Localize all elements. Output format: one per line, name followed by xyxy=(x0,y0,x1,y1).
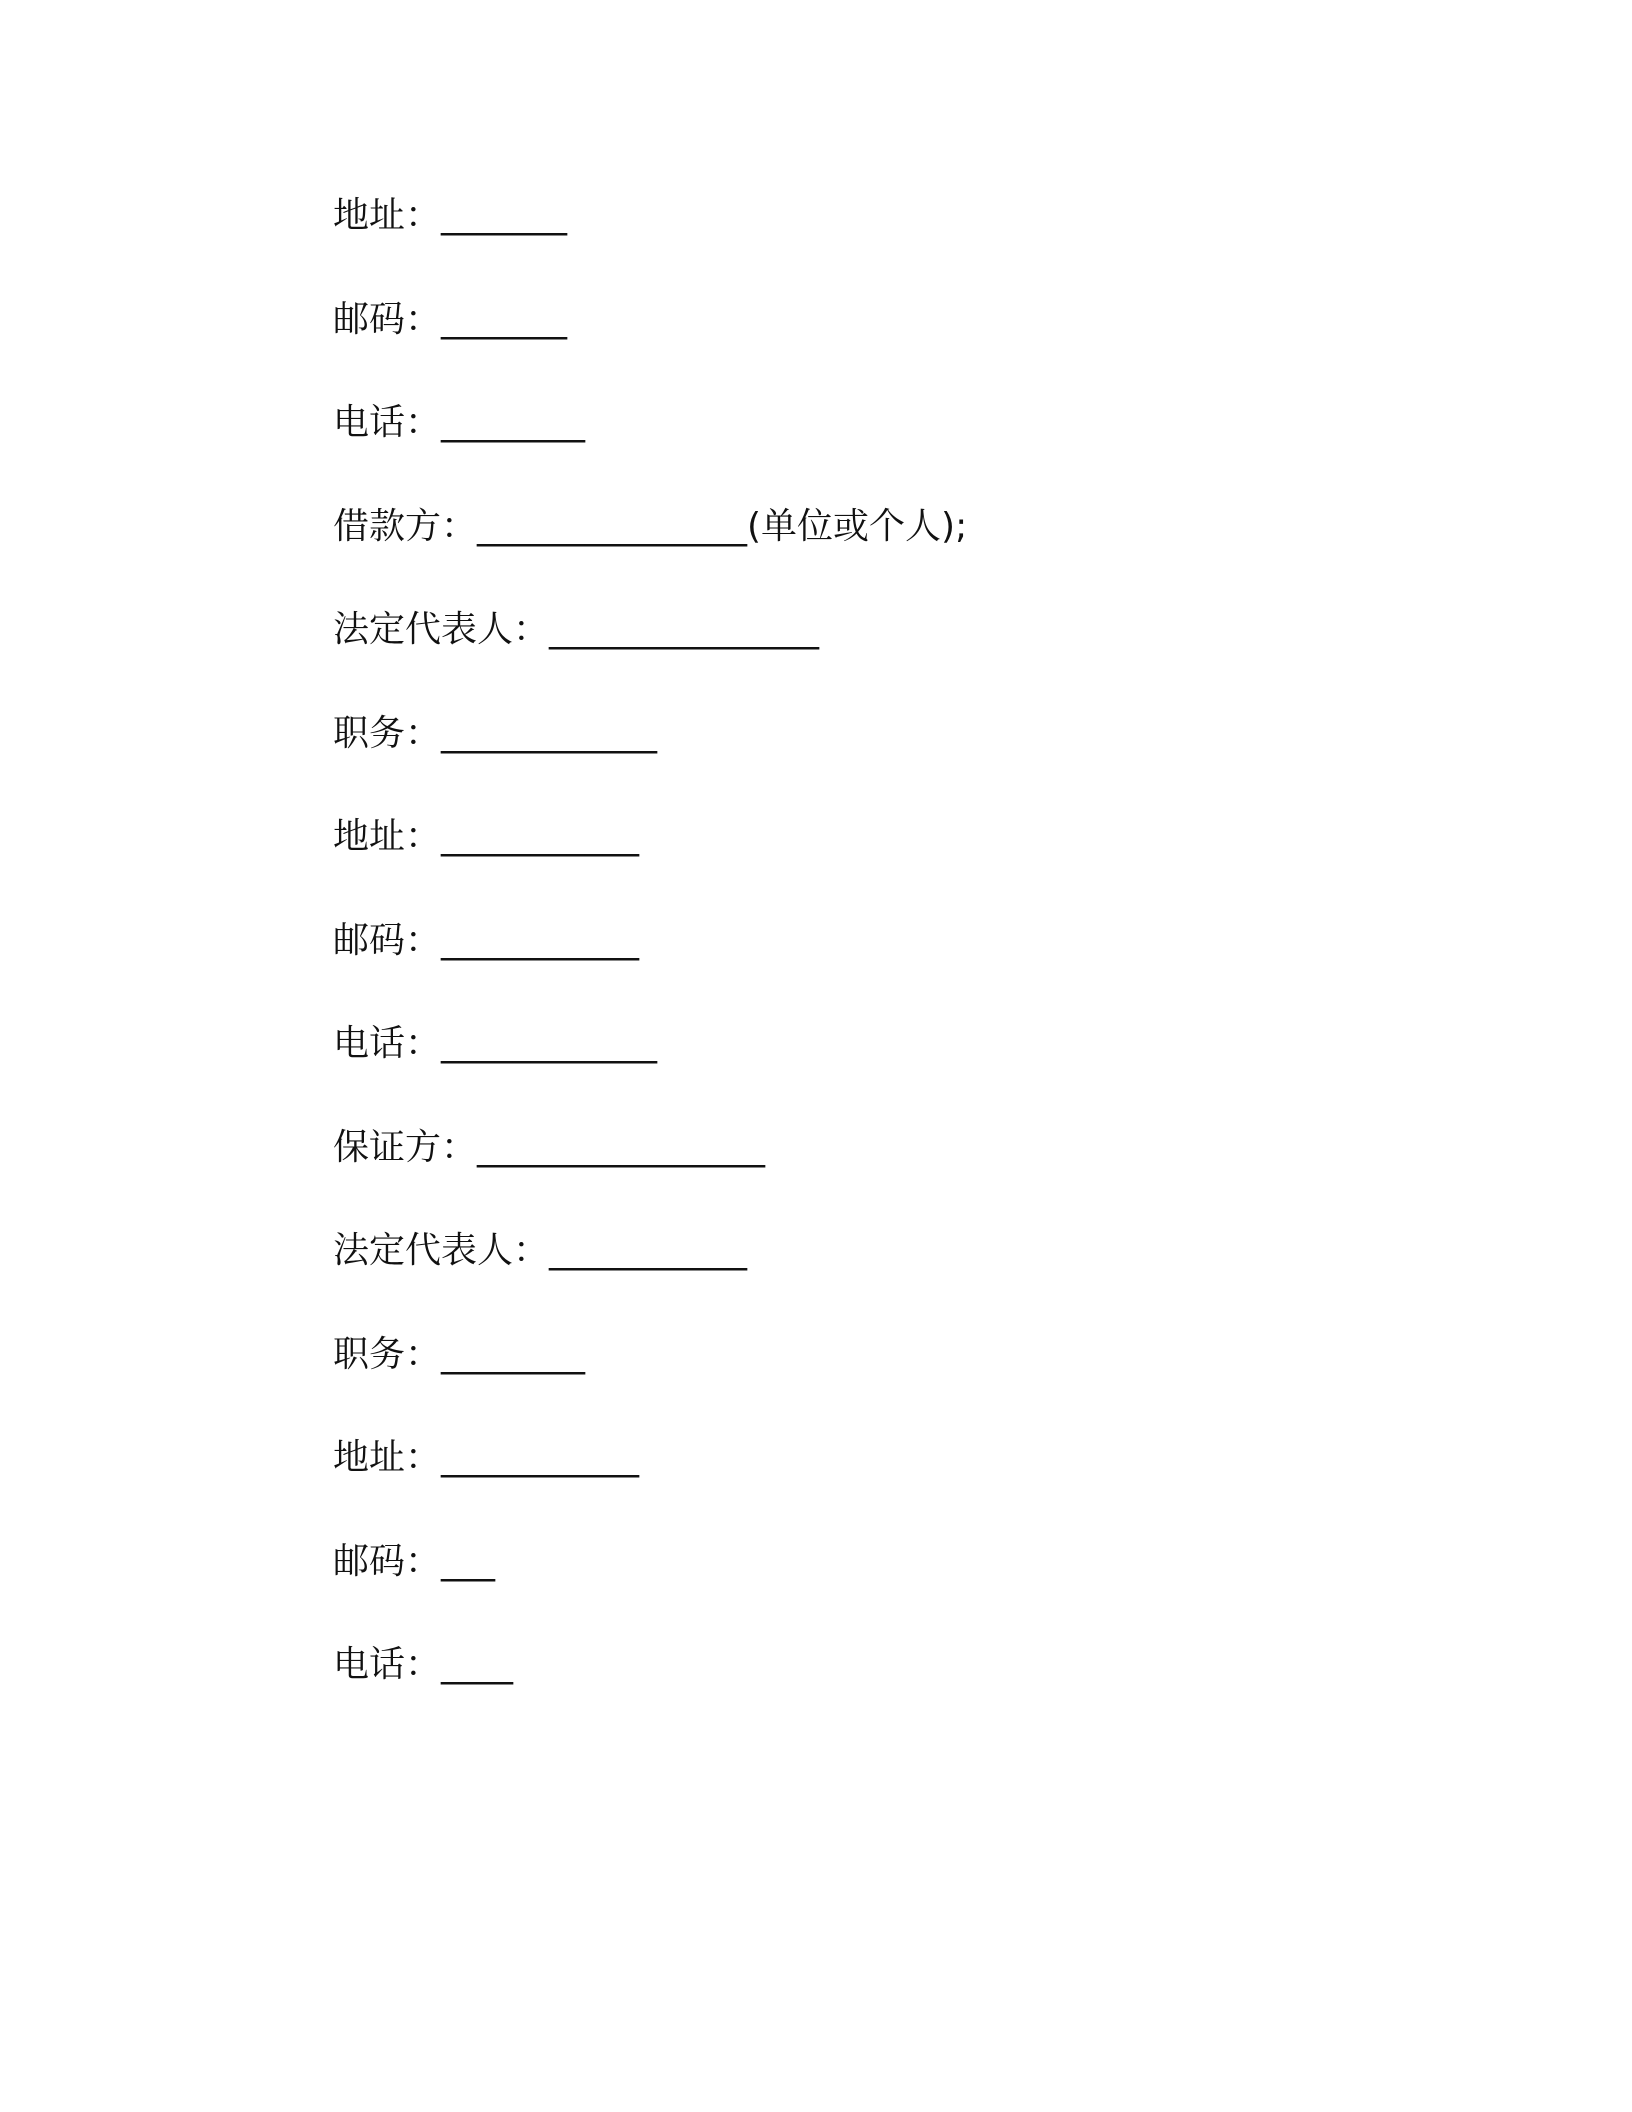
guarantor-position-line: 职务：________ xyxy=(333,1333,586,1375)
borrower-line: 借款方：_______________(单位或个人); xyxy=(333,505,968,547)
guarantor-legal-rep-line: 法定代表人：___________ xyxy=(333,1230,748,1271)
guarantor-line: 保证方：________________ xyxy=(333,1126,766,1168)
borrower-legal-rep-line: 法定代表人：_______________ xyxy=(333,609,820,650)
borrower-position-line: 职务：____________ xyxy=(333,712,658,754)
guarantor-address-line: 地址：___________ xyxy=(333,1437,640,1478)
borrower-postcode-line: 邮码：___________ xyxy=(333,919,640,961)
lender-postcode-line: 邮码：_______ xyxy=(333,298,568,340)
contact-info-block xyxy=(333,188,1433,1741)
guarantor-postcode-line: 邮码：___ xyxy=(333,1540,496,1582)
lender-phone-line: 电话：________ xyxy=(333,402,586,443)
borrower-phone-line: 电话：____________ xyxy=(333,1023,658,1064)
guarantor-phone-line: 电话：____ xyxy=(333,1644,514,1685)
lender-address-line: 地址：_______ xyxy=(333,195,568,236)
borrower-address-line: 地址：___________ xyxy=(333,816,640,857)
